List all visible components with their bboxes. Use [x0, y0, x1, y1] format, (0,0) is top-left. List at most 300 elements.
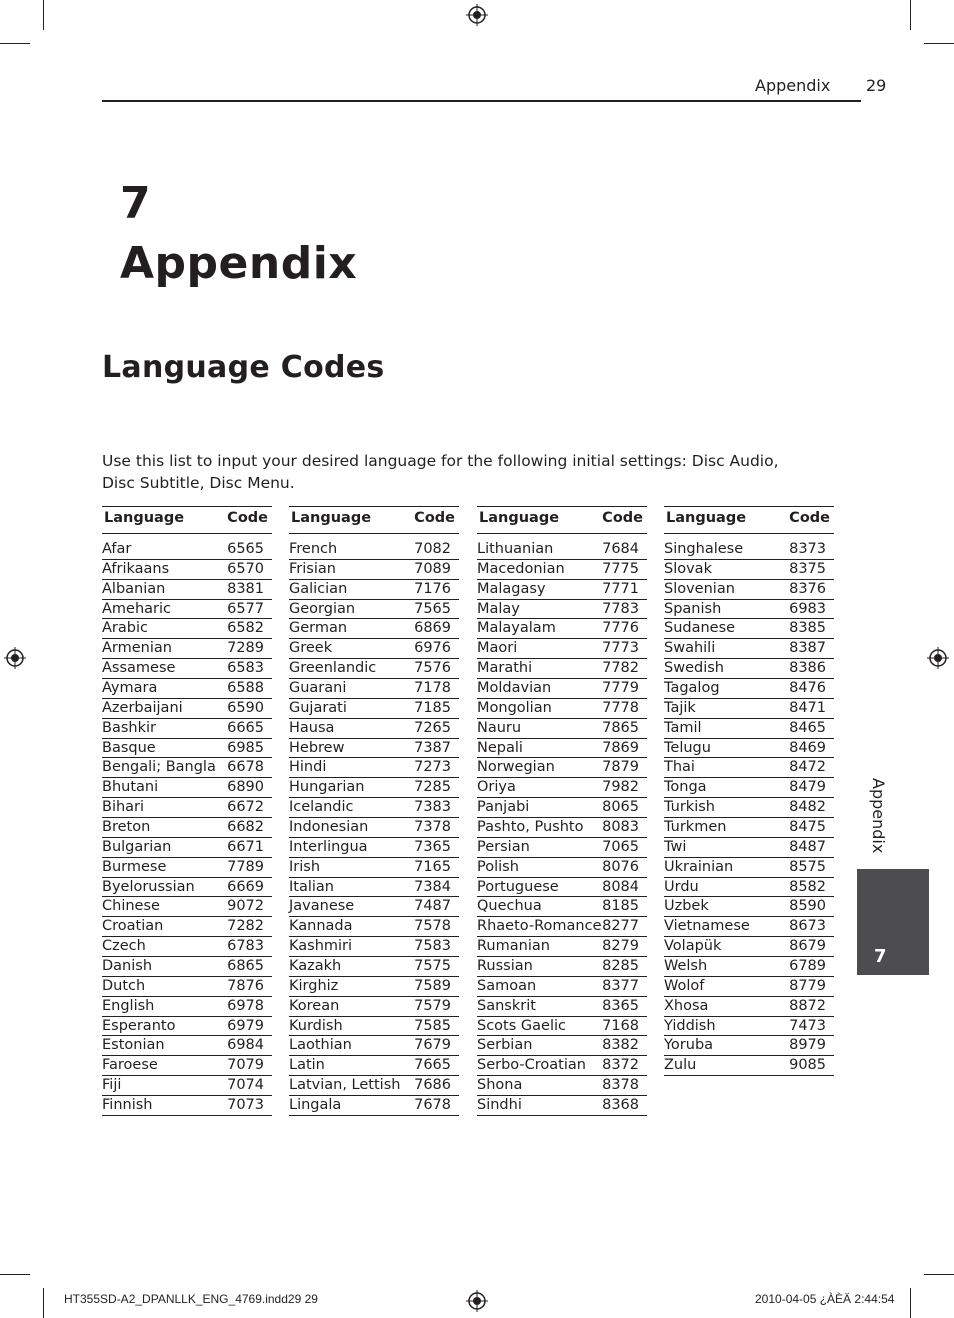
- language-name: Interlingua: [289, 838, 368, 855]
- language-code: 7074: [227, 1077, 264, 1094]
- table-row: [664, 838, 834, 858]
- language-name: Lingala: [289, 1097, 342, 1114]
- table-row: [664, 600, 834, 620]
- table-row: [477, 1076, 647, 1096]
- language-name: Maori: [477, 640, 518, 657]
- side-tab-label: [860, 778, 896, 868]
- language-code: 7686: [414, 1077, 451, 1094]
- table-row: [477, 580, 647, 600]
- table-row: [477, 997, 647, 1017]
- language-code: 8365: [602, 997, 639, 1014]
- language-name: Singhalese: [664, 541, 744, 557]
- table-row: [102, 699, 272, 719]
- language-code: 6890: [227, 779, 264, 796]
- language-code: 7678: [414, 1097, 451, 1114]
- language-name: Malay: [477, 600, 520, 617]
- code-header: Code: [602, 510, 643, 526]
- table-row: [102, 977, 272, 997]
- language-name: Latin: [289, 1057, 325, 1074]
- language-name: Malayalam: [477, 620, 556, 637]
- language-code: 7583: [414, 938, 451, 955]
- table-row: [664, 878, 834, 898]
- language-code: 7384: [414, 878, 451, 895]
- table-row: [477, 619, 647, 639]
- language-name: Panjabi: [477, 799, 530, 816]
- language-name: Laothian: [289, 1037, 352, 1054]
- language-code: 8279: [602, 938, 639, 955]
- language-code: 7876: [227, 977, 264, 994]
- language-name: Byelorussian: [102, 878, 195, 895]
- language-code: 7165: [414, 858, 451, 875]
- table-row: [477, 897, 647, 917]
- table-row: [477, 838, 647, 858]
- language-code: 7773: [602, 640, 639, 657]
- language-name: Basque: [102, 739, 156, 756]
- section-title: Language Codes: [102, 350, 385, 385]
- language-name: Hebrew: [289, 739, 345, 756]
- table-row: [102, 937, 272, 957]
- language-name: Chinese: [102, 898, 160, 915]
- language-code: 7776: [602, 620, 639, 637]
- language-code: 7775: [602, 560, 639, 577]
- language-code: 8779: [789, 977, 826, 994]
- language-code: 6582: [227, 620, 264, 637]
- language-name: Samoan: [477, 977, 537, 994]
- language-code: 6669: [227, 878, 264, 895]
- language-name: Irish: [289, 858, 321, 875]
- table-row: [289, 659, 459, 679]
- table-row: [477, 917, 647, 937]
- language-code: 6978: [227, 997, 264, 1014]
- registration-mark-icon: [466, 4, 488, 26]
- language-name: Bhutani: [102, 779, 159, 796]
- table-row: [289, 1056, 459, 1076]
- language-name: Fiji: [102, 1077, 122, 1094]
- table-row: [289, 1096, 459, 1116]
- table-row: [102, 639, 272, 659]
- table-row: [102, 1056, 272, 1076]
- language-code: 8387: [789, 640, 826, 657]
- language-code: 7576: [414, 660, 451, 677]
- language-code: 8590: [789, 898, 826, 915]
- language-name: Faroese: [102, 1057, 158, 1074]
- language-code: 6865: [227, 958, 264, 975]
- table-row: [664, 699, 834, 719]
- language-name: Moldavian: [477, 680, 552, 697]
- language-name: Breton: [102, 819, 151, 836]
- language-name: Kashmiri: [289, 938, 353, 955]
- language-code: 8372: [602, 1057, 639, 1074]
- table-row: [664, 917, 834, 937]
- language-code: 8472: [789, 759, 826, 776]
- language-name: Estonian: [102, 1037, 165, 1054]
- language-code: 8575: [789, 858, 826, 875]
- language-code: 6577: [227, 600, 264, 617]
- crop-mark: [0, 43, 30, 44]
- table-row: [664, 719, 834, 739]
- language-name: Esperanto: [102, 1017, 176, 1034]
- table-row: [477, 758, 647, 778]
- table-row: [664, 540, 834, 560]
- language-name: Afrikaans: [102, 560, 170, 577]
- language-code: 7185: [414, 699, 451, 716]
- crop-mark: [924, 43, 954, 44]
- language-code: 8482: [789, 799, 826, 816]
- language-code: 6979: [227, 1017, 264, 1034]
- language-name: Wolof: [664, 977, 705, 994]
- language-name: French: [289, 541, 338, 557]
- language-code: 8084: [602, 878, 639, 895]
- table-row: [664, 818, 834, 838]
- language-name: Uzbek: [664, 898, 709, 915]
- language-code: 8476: [789, 680, 826, 697]
- table-row: [289, 1017, 459, 1037]
- language-code: 8487: [789, 838, 826, 855]
- column-header: [477, 506, 647, 534]
- language-code: 8285: [602, 958, 639, 975]
- language-code: 7285: [414, 779, 451, 796]
- language-code: 6783: [227, 938, 264, 955]
- table-row: [664, 758, 834, 778]
- language-name: Portuguese: [477, 878, 559, 895]
- table-row: [289, 699, 459, 719]
- table-row: [477, 1096, 647, 1116]
- crop-mark: [924, 1274, 954, 1275]
- language-code: 6665: [227, 719, 264, 736]
- language-name: Tonga: [664, 779, 707, 796]
- table-row: [477, 659, 647, 679]
- language-name: Hindi: [289, 759, 327, 776]
- language-code: 7783: [602, 600, 639, 617]
- language-code: 7168: [602, 1017, 639, 1034]
- table-row: [102, 878, 272, 898]
- language-code: 7282: [227, 918, 264, 935]
- language-name: Russian: [477, 958, 533, 975]
- language-code-column: [664, 506, 834, 1076]
- table-row: [289, 1076, 459, 1096]
- language-code: 7079: [227, 1057, 264, 1074]
- language-code: 7383: [414, 799, 451, 816]
- crop-mark: [43, 0, 44, 30]
- table-row: [102, 540, 272, 560]
- language-name: Tajik: [664, 699, 696, 716]
- table-row: [102, 818, 272, 838]
- table-row: [664, 858, 834, 878]
- registration-mark-icon: [927, 647, 949, 669]
- language-name: Nauru: [477, 719, 522, 736]
- language-name: Sudanese: [664, 620, 736, 637]
- language-code: 6976: [414, 640, 451, 657]
- table-row: [664, 739, 834, 759]
- language-name: Frisian: [289, 560, 336, 577]
- language-code: 7679: [414, 1037, 451, 1054]
- language-name: Burmese: [102, 858, 167, 875]
- table-row: [102, 758, 272, 778]
- language-name: Kazakh: [289, 958, 342, 975]
- crop-mark: [910, 1288, 911, 1318]
- table-row: [289, 739, 459, 759]
- table-row: [664, 977, 834, 997]
- table-row: [102, 719, 272, 739]
- language-name: Italian: [289, 878, 334, 895]
- language-header: Language: [666, 510, 747, 526]
- language-code: 8065: [602, 799, 639, 816]
- table-row: [289, 917, 459, 937]
- language-name: Georgian: [289, 600, 356, 617]
- language-code: 7073: [227, 1097, 264, 1114]
- table-row: [664, 1017, 834, 1037]
- language-name: Turkmen: [664, 819, 727, 836]
- language-code: 8376: [789, 580, 826, 597]
- language-name: Tagalog: [664, 680, 720, 697]
- table-row: [664, 679, 834, 699]
- language-name: Zulu: [664, 1057, 697, 1074]
- table-row: [289, 600, 459, 620]
- table-row: [477, 957, 647, 977]
- language-name: Galician: [289, 580, 348, 597]
- table-row: [289, 818, 459, 838]
- language-header: Language: [104, 510, 185, 526]
- table-row: [289, 719, 459, 739]
- language-name: Persian: [477, 838, 530, 855]
- registration-mark-icon: [4, 647, 26, 669]
- language-code: 6682: [227, 819, 264, 836]
- table-row: [289, 679, 459, 699]
- table-row: [477, 739, 647, 759]
- language-code: 7089: [414, 560, 451, 577]
- language-name: Ukrainian: [664, 858, 734, 875]
- language-code: 7178: [414, 680, 451, 697]
- language-name: Greek: [289, 640, 333, 657]
- language-code: 8185: [602, 898, 639, 915]
- table-row: [477, 600, 647, 620]
- side-tab-number: 7: [874, 946, 887, 967]
- language-code: 6590: [227, 699, 264, 716]
- language-code: 6983: [789, 600, 826, 617]
- table-row: [289, 937, 459, 957]
- language-code: 8872: [789, 997, 826, 1014]
- language-code: 8475: [789, 819, 826, 836]
- side-tab-label-text: Appendix: [869, 778, 888, 854]
- language-name: Hungarian: [289, 779, 365, 796]
- language-name: Vietnamese: [664, 918, 750, 935]
- table-row: [289, 1036, 459, 1056]
- table-row: [102, 838, 272, 858]
- language-name: Afar: [102, 541, 132, 557]
- table-row: [102, 1017, 272, 1037]
- language-code: 6869: [414, 620, 451, 637]
- language-name: Croatian: [102, 918, 164, 935]
- language-name: Welsh: [664, 958, 708, 975]
- language-code: 6672: [227, 799, 264, 816]
- language-code: 6789: [789, 958, 826, 975]
- language-code: 7778: [602, 699, 639, 716]
- table-row: [664, 659, 834, 679]
- language-code: 7575: [414, 958, 451, 975]
- language-name: Swedish: [664, 660, 724, 677]
- language-code: 7365: [414, 838, 451, 855]
- language-code: 7789: [227, 858, 264, 875]
- language-code: 7473: [789, 1017, 826, 1034]
- table-row: [664, 897, 834, 917]
- language-code: 7771: [602, 580, 639, 597]
- language-name: Ameharic: [102, 600, 172, 617]
- language-name: Lithuanian: [477, 541, 554, 557]
- language-name: Assamese: [102, 660, 176, 677]
- language-name: Korean: [289, 997, 340, 1014]
- table-row: [477, 937, 647, 957]
- table-row: [102, 739, 272, 759]
- table-row: [102, 679, 272, 699]
- language-code: 7865: [602, 719, 639, 736]
- language-code: 8373: [789, 541, 826, 557]
- table-row: [102, 659, 272, 679]
- language-name: Azerbaijani: [102, 699, 183, 716]
- table-row: [664, 957, 834, 977]
- language-code: 7487: [414, 898, 451, 915]
- language-code: 8471: [789, 699, 826, 716]
- column-header: [102, 506, 272, 534]
- language-code: 6588: [227, 680, 264, 697]
- language-code-column: [289, 506, 459, 1116]
- table-row: [289, 977, 459, 997]
- language-name: Twi: [664, 838, 687, 855]
- language-name: Norwegian: [477, 759, 555, 776]
- language-name: Serbo-Croatian: [477, 1057, 586, 1074]
- language-name: Gujarati: [289, 699, 347, 716]
- crop-mark: [910, 0, 911, 30]
- language-code: 8382: [602, 1037, 639, 1054]
- language-name: Danish: [102, 958, 153, 975]
- language-name: Serbian: [477, 1037, 533, 1054]
- language-name: Urdu: [664, 878, 699, 895]
- language-name: Hausa: [289, 719, 335, 736]
- table-row: [289, 997, 459, 1017]
- language-name: Xhosa: [664, 997, 709, 1014]
- language-name: Bulgarian: [102, 838, 172, 855]
- table-row: [289, 619, 459, 639]
- table-row: [664, 798, 834, 818]
- language-name: Kurdish: [289, 1017, 343, 1034]
- language-code: 7579: [414, 997, 451, 1014]
- language-name: Armenian: [102, 640, 172, 657]
- language-name: Arabic: [102, 620, 148, 637]
- language-name: Guarani: [289, 680, 347, 697]
- language-name: Slovenian: [664, 580, 735, 597]
- table-row: [664, 1036, 834, 1056]
- language-name: Finnish: [102, 1097, 153, 1114]
- language-name: Polish: [477, 858, 519, 875]
- language-name: Javanese: [289, 898, 355, 915]
- table-row: [102, 600, 272, 620]
- language-name: Rhaeto-Romance: [477, 918, 602, 935]
- table-row: [477, 798, 647, 818]
- table-row: [102, 798, 272, 818]
- table-row: [102, 997, 272, 1017]
- language-code: 8377: [602, 977, 639, 994]
- table-row: [289, 778, 459, 798]
- language-name: Oriya: [477, 779, 516, 796]
- table-row: [664, 1056, 834, 1076]
- table-row: [477, 1056, 647, 1076]
- language-code: 7578: [414, 918, 451, 935]
- language-name: Quechua: [477, 898, 542, 915]
- language-code: 7779: [602, 680, 639, 697]
- language-code: 8368: [602, 1097, 639, 1114]
- column-header: [289, 506, 459, 534]
- language-code: 8469: [789, 739, 826, 756]
- crop-mark: [43, 1288, 44, 1318]
- table-row: [664, 997, 834, 1017]
- table-row: [289, 897, 459, 917]
- language-code: 7684: [602, 541, 639, 557]
- language-code: 7869: [602, 739, 639, 756]
- language-name: Rumanian: [477, 938, 550, 955]
- language-name: Nepali: [477, 739, 523, 756]
- language-name: Swahili: [664, 640, 716, 657]
- language-code: 6565: [227, 541, 264, 557]
- language-rows: [477, 540, 647, 1116]
- language-code: 8673: [789, 918, 826, 935]
- language-code-column: [477, 506, 647, 1116]
- table-row: [664, 580, 834, 600]
- language-code: 7982: [602, 779, 639, 796]
- chapter-number: 7: [120, 178, 151, 229]
- language-name: Tamil: [664, 719, 702, 736]
- table-row: [477, 858, 647, 878]
- table-row: [289, 798, 459, 818]
- language-code: 8083: [602, 819, 639, 836]
- table-row: [102, 1036, 272, 1056]
- side-tab: [857, 869, 929, 975]
- language-code-column: [102, 506, 272, 1116]
- language-code: 9085: [789, 1057, 826, 1074]
- language-code: 8381: [227, 580, 264, 597]
- language-code: 7585: [414, 1017, 451, 1034]
- language-name: Yoruba: [664, 1037, 714, 1054]
- language-name: Czech: [102, 938, 146, 955]
- table-row: [289, 957, 459, 977]
- language-name: Albanian: [102, 580, 166, 597]
- table-row: [289, 878, 459, 898]
- crop-mark: [0, 1274, 30, 1275]
- language-name: Kirghiz: [289, 977, 339, 994]
- language-name: Thai: [664, 759, 695, 776]
- slug-filename: HT355SD-A2_DPANLLK_ENG_4769.indd29 29: [64, 1292, 318, 1306]
- table-row: [102, 778, 272, 798]
- language-name: Kannada: [289, 918, 353, 935]
- language-code: 8979: [789, 1037, 826, 1054]
- language-name: Sanskrit: [477, 997, 536, 1014]
- language-code: 8479: [789, 779, 826, 796]
- language-name: English: [102, 997, 155, 1014]
- language-code: 8375: [789, 560, 826, 577]
- language-code: 7782: [602, 660, 639, 677]
- table-row: [664, 937, 834, 957]
- table-row: [664, 778, 834, 798]
- table-row: [289, 580, 459, 600]
- code-header: Code: [789, 510, 830, 526]
- language-name: Shona: [477, 1077, 523, 1094]
- slug-timestamp: 2010-04-05 ¿ÀÈÄ 2:44:54: [755, 1292, 895, 1306]
- language-name: Pashto, Pushto: [477, 819, 584, 836]
- language-code: 6678: [227, 759, 264, 776]
- language-code: 7176: [414, 580, 451, 597]
- table-row: [477, 679, 647, 699]
- column-header: [664, 506, 834, 534]
- language-code: 6984: [227, 1037, 264, 1054]
- language-code: 7879: [602, 759, 639, 776]
